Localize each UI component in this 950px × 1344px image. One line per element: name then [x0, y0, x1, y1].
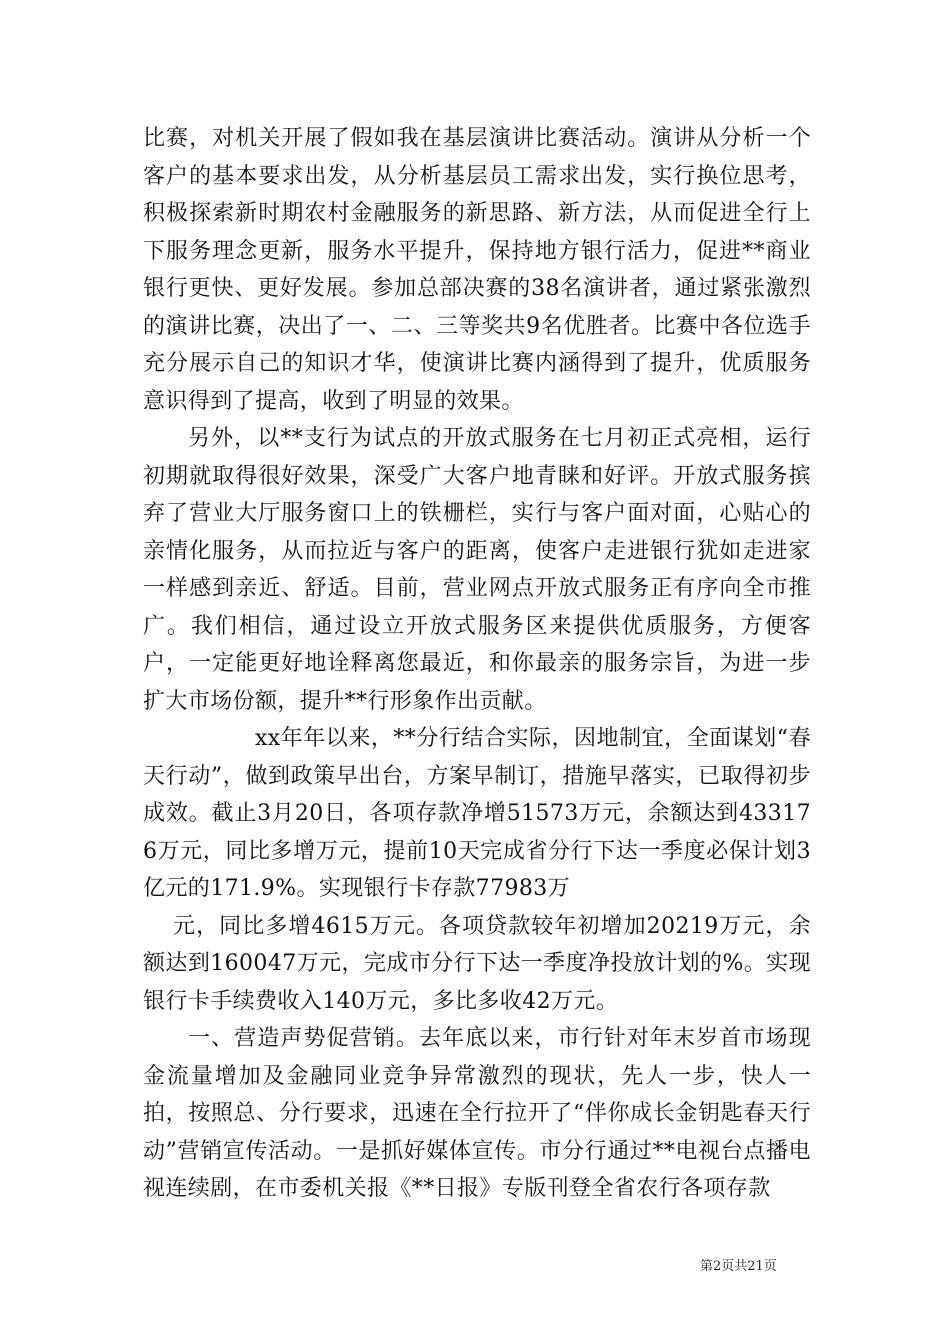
paragraph-loan-figures: 元，同比多增4615万元。各项贷款较年初增加20219万元，余额达到160047万元，完成市分行下达一季度净投放计划的%。实现银行卡手续费收入140万元，多比多收42万元。	[143, 913, 811, 1014]
paragraph-speech-contest: 比赛，对机关开展了假如我在基层演讲比赛活动。演讲从分析一个客户的基本要求出发，从分析基层员工需求出发，实行换位思考，积极探索新时期农村金融服务的新思路、新方法，从而促进全行上下服务理念更新，服务水平提升，保持地方银行活力，促进**商业银行更快、更好发展。参加总部决赛的38名演讲者，通过紧张激烈的演讲比赛，决出了一、二、三等奖共9名优胜者。比赛中各位选手充分展示自己的知识才华，使演讲比赛内涵得到了提升，优质服务意识得到了提高，收到了明显的效果。	[143, 126, 811, 414]
paragraph-marketing: 一、营造声势促营销。去年底以来，市行针对年末岁首市场现金流量增加及金融同业竞争异常激烈的现状，先人一步，快人一拍，按照总、分行要求，迅速在全行拉开了“伴你成长金钥匙春天行动”营销宣传活动。一是抓好媒体宣传。市分行通过**电视台点播电视连续剧，在市委机关报《**日报》专版刊登全省农行各项存款	[143, 1026, 811, 1201]
document-body	[143, 120, 811, 1208]
paragraph-spring-action: xx年年以来，**分行结合实际，因地制宜，全面谋划“春天行动”，做到政策早出台，方案早制订，措施早落实，已取得初步成效。截止3月20日，各项存款净增51573万元，余额达到433176万元，同比多增万元，提前10天完成省分行下达一季度必保计划3亿元的171.9%。实现银行卡存款77983万	[143, 726, 811, 901]
page-number-footer: 第2页共21页	[700, 1259, 777, 1274]
paragraph-open-service: 另外，以**支行为试点的开放式服务在七月初正式亮相，运行初期就取得很好效果，深受广大客户地青睐和好评。开放式服务摈弃了营业大厅服务窗口上的铁栅栏，实行与客户面对面，心贴心的亲情化服务，从而拉近与客户的距离，使客户走进银行犹如走进家一样感到亲近、舒适。目前，营业网点开放式服务正有序向全市推广。我们相信，通过设立开放式服务区来提供优质服务，方便客户，一定能更好地诠释离您最近，和你最亲的服务宗旨，为进一步扩大市场份额，提升**行形象作出贡献。	[143, 426, 811, 714]
